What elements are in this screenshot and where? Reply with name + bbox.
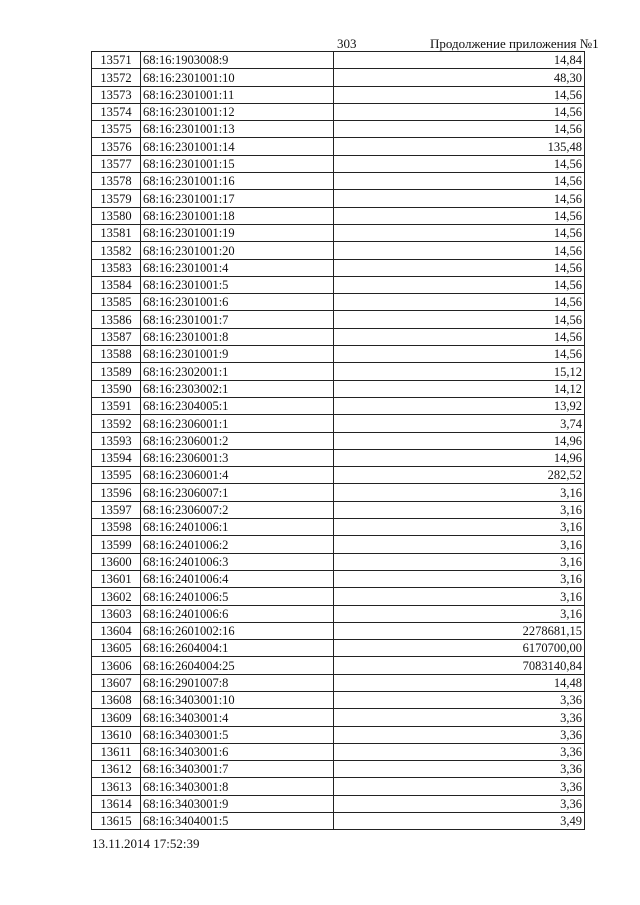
cadastral-number-cell: 68:16:1903008:9 bbox=[141, 52, 334, 69]
table-row bbox=[92, 52, 585, 69]
table-row bbox=[92, 605, 585, 622]
row-number-cell: 13594 bbox=[92, 449, 141, 466]
cadastral-number-cell: 68:16:2301001:16 bbox=[141, 173, 334, 190]
table-row bbox=[92, 743, 585, 760]
row-number-cell: 13606 bbox=[92, 657, 141, 674]
cadastral-number-cell: 68:16:3403001:10 bbox=[141, 691, 334, 708]
value-cell: 3,36 bbox=[334, 726, 585, 743]
cadastral-number-cell: 68:16:3403001:9 bbox=[141, 795, 334, 812]
table-row bbox=[92, 432, 585, 449]
row-number-cell: 13603 bbox=[92, 605, 141, 622]
cadastral-number-cell: 68:16:2401006:1 bbox=[141, 519, 334, 536]
row-number-cell: 13584 bbox=[92, 276, 141, 293]
cadastral-number-cell: 68:16:2301001:8 bbox=[141, 328, 334, 345]
table-row bbox=[92, 813, 585, 830]
table-row bbox=[92, 294, 585, 311]
cadastral-number-cell: 68:16:2301001:12 bbox=[141, 103, 334, 120]
row-number-cell: 13577 bbox=[92, 155, 141, 172]
table-row bbox=[92, 103, 585, 120]
row-number-cell: 13573 bbox=[92, 86, 141, 103]
row-number-cell: 13597 bbox=[92, 501, 141, 518]
value-cell: 3,16 bbox=[334, 501, 585, 518]
row-number-cell: 13575 bbox=[92, 121, 141, 138]
value-cell: 14,56 bbox=[334, 259, 585, 276]
cadastral-number-cell: 68:16:2301001:19 bbox=[141, 224, 334, 241]
row-number-cell: 13571 bbox=[92, 52, 141, 69]
row-number-cell: 13591 bbox=[92, 397, 141, 414]
table-row bbox=[92, 726, 585, 743]
table-row bbox=[92, 501, 585, 518]
value-cell: 14,56 bbox=[334, 276, 585, 293]
row-number-cell: 13592 bbox=[92, 415, 141, 432]
cadastral-number-cell: 68:16:2301001:6 bbox=[141, 294, 334, 311]
cadastral-number-cell: 68:16:2301001:7 bbox=[141, 311, 334, 328]
row-number-cell: 13607 bbox=[92, 674, 141, 691]
table-row bbox=[92, 691, 585, 708]
cadastral-number-cell: 68:16:2301001:5 bbox=[141, 276, 334, 293]
value-cell: 3,36 bbox=[334, 778, 585, 795]
value-cell: 3,16 bbox=[334, 605, 585, 622]
value-cell: 14,56 bbox=[334, 311, 585, 328]
table-row bbox=[92, 536, 585, 553]
appendix-continuation-title: Продолжение приложения №1 bbox=[430, 36, 599, 51]
cadastral-number-cell: 68:16:2306001:1 bbox=[141, 415, 334, 432]
value-cell: 15,12 bbox=[334, 363, 585, 380]
table-row bbox=[92, 397, 585, 414]
cadastral-number-cell: 68:16:2901007:8 bbox=[141, 674, 334, 691]
cadastral-number-cell: 68:16:2301001:14 bbox=[141, 138, 334, 155]
value-cell: 14,96 bbox=[334, 449, 585, 466]
value-cell: 14,56 bbox=[334, 294, 585, 311]
cadastral-number-cell: 68:16:2301001:18 bbox=[141, 207, 334, 224]
cadastral-number-cell: 68:16:2301001:20 bbox=[141, 242, 334, 259]
row-number-cell: 13598 bbox=[92, 519, 141, 536]
cadastral-number-cell: 68:16:2301001:17 bbox=[141, 190, 334, 207]
value-cell: 3,16 bbox=[334, 519, 585, 536]
row-number-cell: 13611 bbox=[92, 743, 141, 760]
row-number-cell: 13588 bbox=[92, 346, 141, 363]
cadastral-number-cell: 68:16:2601002:16 bbox=[141, 622, 334, 639]
row-number-cell: 13596 bbox=[92, 484, 141, 501]
value-cell: 14,84 bbox=[334, 52, 585, 69]
table-row bbox=[92, 173, 585, 190]
value-cell: 14,56 bbox=[334, 190, 585, 207]
table-row bbox=[92, 449, 585, 466]
cadastral-number-cell: 68:16:2604004:1 bbox=[141, 640, 334, 657]
row-number-cell: 13601 bbox=[92, 570, 141, 587]
table-row bbox=[92, 190, 585, 207]
table-row bbox=[92, 363, 585, 380]
row-number-cell: 13579 bbox=[92, 190, 141, 207]
row-number-cell: 13587 bbox=[92, 328, 141, 345]
table-row bbox=[92, 242, 585, 259]
value-cell: 14,56 bbox=[334, 86, 585, 103]
table-row bbox=[92, 328, 585, 345]
table-row bbox=[92, 207, 585, 224]
table-row bbox=[92, 276, 585, 293]
value-cell: 3,16 bbox=[334, 570, 585, 587]
table-row bbox=[92, 121, 585, 138]
value-cell: 3,16 bbox=[334, 536, 585, 553]
cadastral-number-cell: 68:16:2604004:25 bbox=[141, 657, 334, 674]
value-cell: 2278681,15 bbox=[334, 622, 585, 639]
row-number-cell: 13583 bbox=[92, 259, 141, 276]
row-number-cell: 13585 bbox=[92, 294, 141, 311]
value-cell: 14,96 bbox=[334, 432, 585, 449]
cadastral-number-cell: 68:16:2301001:10 bbox=[141, 69, 334, 86]
table-row bbox=[92, 155, 585, 172]
row-number-cell: 13582 bbox=[92, 242, 141, 259]
cadastral-number-cell: 68:16:2306007:1 bbox=[141, 484, 334, 501]
cadastral-number-cell: 68:16:3403001:5 bbox=[141, 726, 334, 743]
row-number-cell: 13581 bbox=[92, 224, 141, 241]
value-cell: 3,16 bbox=[334, 484, 585, 501]
row-number-cell: 13600 bbox=[92, 553, 141, 570]
table-row bbox=[92, 259, 585, 276]
row-number-cell: 13608 bbox=[92, 691, 141, 708]
row-number-cell: 13612 bbox=[92, 761, 141, 778]
table-row bbox=[92, 346, 585, 363]
value-cell: 14,56 bbox=[334, 242, 585, 259]
cadastral-number-cell: 68:16:2306001:2 bbox=[141, 432, 334, 449]
cadastral-number-cell: 68:16:2301001:4 bbox=[141, 259, 334, 276]
value-cell: 14,56 bbox=[334, 121, 585, 138]
value-cell: 3,36 bbox=[334, 795, 585, 812]
cadastral-number-cell: 68:16:3404001:5 bbox=[141, 813, 334, 830]
table-row bbox=[92, 778, 585, 795]
cadastral-number-cell: 68:16:2306001:3 bbox=[141, 449, 334, 466]
table-row bbox=[92, 795, 585, 812]
value-cell: 14,48 bbox=[334, 674, 585, 691]
cadastral-number-cell: 68:16:3403001:7 bbox=[141, 761, 334, 778]
cadastral-number-cell: 68:16:2306001:4 bbox=[141, 467, 334, 484]
table-row bbox=[92, 519, 585, 536]
row-number-cell: 13578 bbox=[92, 173, 141, 190]
value-cell: 3,36 bbox=[334, 709, 585, 726]
row-number-cell: 13586 bbox=[92, 311, 141, 328]
value-cell: 7083140,84 bbox=[334, 657, 585, 674]
cadastral-number-cell: 68:16:2401006:3 bbox=[141, 553, 334, 570]
table-row bbox=[92, 640, 585, 657]
cadastral-number-cell: 68:16:3403001:8 bbox=[141, 778, 334, 795]
value-cell: 14,12 bbox=[334, 380, 585, 397]
cadastral-number-cell: 68:16:2301001:9 bbox=[141, 346, 334, 363]
value-cell: 14,56 bbox=[334, 224, 585, 241]
cadastral-number-cell: 68:16:2306007:2 bbox=[141, 501, 334, 518]
cadastral-number-cell: 68:16:2302001:1 bbox=[141, 363, 334, 380]
table-row bbox=[92, 657, 585, 674]
value-cell: 3,74 bbox=[334, 415, 585, 432]
value-cell: 3,36 bbox=[334, 691, 585, 708]
value-cell: 48,30 bbox=[334, 69, 585, 86]
table-row bbox=[92, 761, 585, 778]
row-number-cell: 13593 bbox=[92, 432, 141, 449]
table-row bbox=[92, 224, 585, 241]
cadastral-number-cell: 68:16:2304005:1 bbox=[141, 397, 334, 414]
value-cell: 14,56 bbox=[334, 103, 585, 120]
cadastral-number-cell: 68:16:2401006:5 bbox=[141, 588, 334, 605]
page-number: 303 bbox=[337, 36, 357, 51]
cadastral-number-cell: 68:16:3403001:6 bbox=[141, 743, 334, 760]
row-number-cell: 13576 bbox=[92, 138, 141, 155]
print-timestamp: 13.11.2014 17:52:39 bbox=[92, 836, 200, 851]
table-row bbox=[92, 138, 585, 155]
row-number-cell: 13580 bbox=[92, 207, 141, 224]
cadastral-number-cell: 68:16:2303002:1 bbox=[141, 380, 334, 397]
table-row bbox=[92, 588, 585, 605]
table-row bbox=[92, 570, 585, 587]
cadastral-number-cell: 68:16:3403001:4 bbox=[141, 709, 334, 726]
row-number-cell: 13610 bbox=[92, 726, 141, 743]
row-number-cell: 13615 bbox=[92, 813, 141, 830]
value-cell: 3,36 bbox=[334, 743, 585, 760]
table-row bbox=[92, 415, 585, 432]
table-row bbox=[92, 709, 585, 726]
row-number-cell: 13599 bbox=[92, 536, 141, 553]
table-row bbox=[92, 622, 585, 639]
value-cell: 14,56 bbox=[334, 328, 585, 345]
row-number-cell: 13604 bbox=[92, 622, 141, 639]
cadastral-number-cell: 68:16:2401006:4 bbox=[141, 570, 334, 587]
table-body bbox=[92, 52, 585, 830]
row-number-cell: 13613 bbox=[92, 778, 141, 795]
value-cell: 3,16 bbox=[334, 553, 585, 570]
cadastral-number-cell: 68:16:2301001:13 bbox=[141, 121, 334, 138]
table-row bbox=[92, 484, 585, 501]
row-number-cell: 13605 bbox=[92, 640, 141, 657]
row-number-cell: 13595 bbox=[92, 467, 141, 484]
value-cell: 6170700,00 bbox=[334, 640, 585, 657]
value-cell: 14,56 bbox=[334, 346, 585, 363]
row-number-cell: 13609 bbox=[92, 709, 141, 726]
value-cell: 13,92 bbox=[334, 397, 585, 414]
table-row bbox=[92, 380, 585, 397]
row-number-cell: 13572 bbox=[92, 69, 141, 86]
value-cell: 14,56 bbox=[334, 207, 585, 224]
value-cell: 282,52 bbox=[334, 467, 585, 484]
table-row bbox=[92, 553, 585, 570]
value-cell: 3,49 bbox=[334, 813, 585, 830]
value-cell: 14,56 bbox=[334, 173, 585, 190]
table-row bbox=[92, 69, 585, 86]
row-number-cell: 13590 bbox=[92, 380, 141, 397]
value-cell: 135,48 bbox=[334, 138, 585, 155]
cadastral-number-cell: 68:16:2401006:6 bbox=[141, 605, 334, 622]
cadastral-number-cell: 68:16:2301001:15 bbox=[141, 155, 334, 172]
value-cell: 14,56 bbox=[334, 155, 585, 172]
cadastral-number-cell: 68:16:2401006:2 bbox=[141, 536, 334, 553]
table-row bbox=[92, 86, 585, 103]
table-row bbox=[92, 674, 585, 691]
row-number-cell: 13574 bbox=[92, 103, 141, 120]
row-number-cell: 13589 bbox=[92, 363, 141, 380]
cadastral-values-table bbox=[91, 51, 585, 830]
row-number-cell: 13614 bbox=[92, 795, 141, 812]
table-row bbox=[92, 467, 585, 484]
value-cell: 3,16 bbox=[334, 588, 585, 605]
row-number-cell: 13602 bbox=[92, 588, 141, 605]
value-cell: 3,36 bbox=[334, 761, 585, 778]
table-row bbox=[92, 311, 585, 328]
cadastral-number-cell: 68:16:2301001:11 bbox=[141, 86, 334, 103]
